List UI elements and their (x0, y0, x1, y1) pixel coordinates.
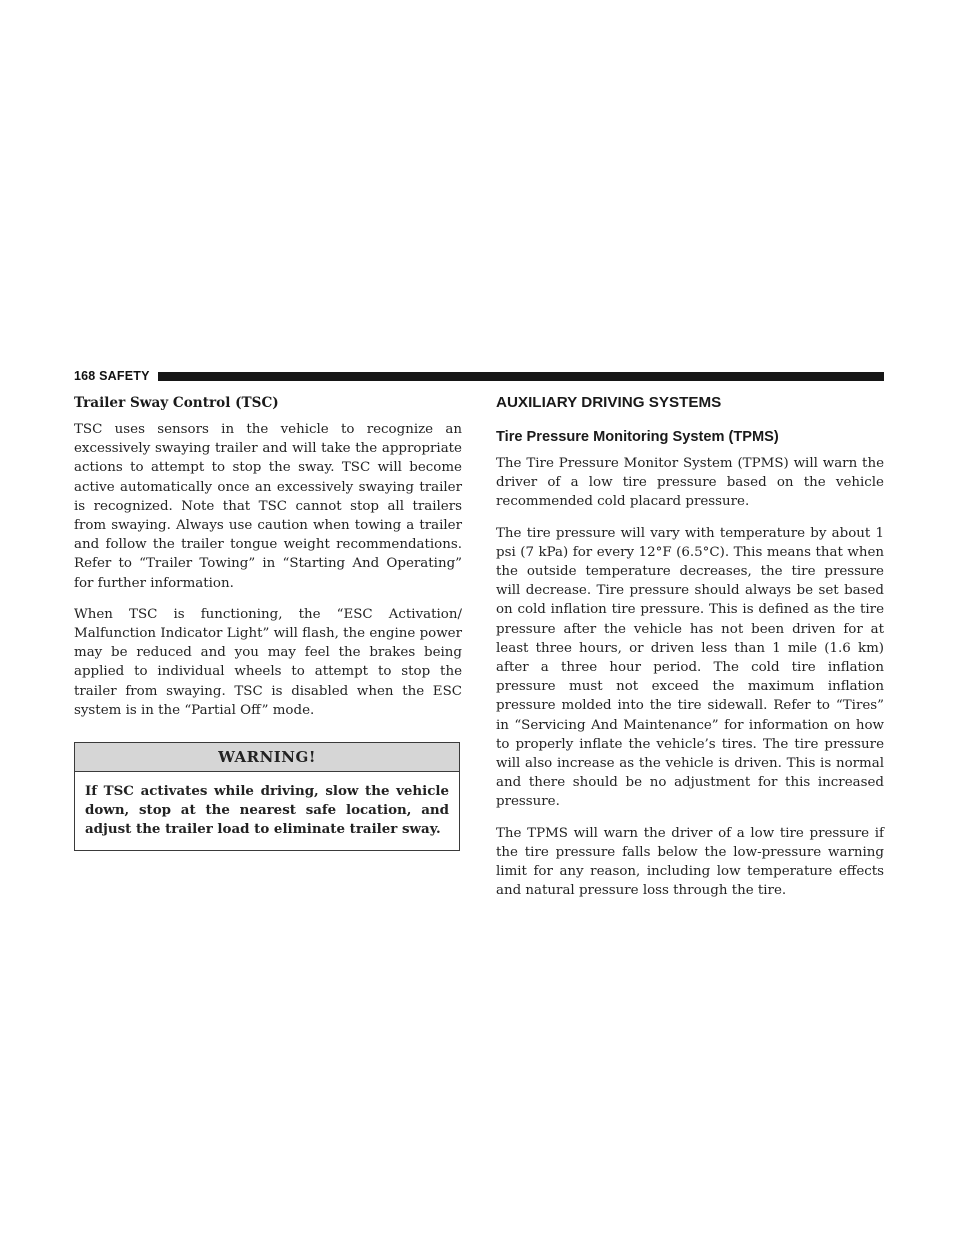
right-column (496, 394, 884, 912)
page-number-section-label: 168 SAFETY (74, 369, 150, 383)
tsc-paragraph-1: TSC uses sensors in the vehicle to recognize an excessively swaying trailer and will take the appropriate actions to attempt to stop the sway. TSC will become active automatically once an excessively swaying trailer is recognized. Note that TSC cannot stop all trailers from swaying. Always use caution when towing a trailer and follow the trailer tongue weight recommendations. Refer to “Trailer Towing” in “Starting And Operating” for further information. (74, 422, 462, 591)
tsc-heading: Trailer Sway Control (TSC) (74, 395, 279, 411)
warning-text: If TSC activates while driving, slow the vehicle down, stop at the nearest safe location, and adjust the trailer load to eliminate trailer sway. (85, 783, 449, 838)
page-header (74, 368, 884, 384)
warning-title: WARNING! (75, 743, 459, 772)
tpms-heading: Tire Pressure Monitoring System (TPMS) (496, 429, 779, 445)
tpms-paragraph-3: The TPMS will warn the driver of a low tire pressure if the tire pressure falls below the low-pressure warning limit for any reason, including low temperature effects and natural pressure loss through the tire. (496, 825, 884, 899)
tpms-paragraph-2: The tire pressure will vary with temperature by about 1 psi (7 kPa) for every 12°F (6.5°C). This means that when the outside temperature decreases, the tire pressure will decrease. Tire pressure should always be set based on cold inflation tire pressure. This is defined as the tire pressure after the vehicle has not been driven for at least three hours, or driven less than 1 mile (1.6 km) after a three hour period. The cold tire inflation pressure must not exceed the maximum inflation pressure molded into the tire sidewall. Refer to “Tires” in “Servicing And Maintenance” for information on how to properly inflate the vehicle’s tires. The tire pressure will also increase as the vehicle is driven. This is normal and there should be no adjustment for this increased pressure. (496, 525, 884, 810)
left-column (74, 394, 462, 851)
section-heading: AUXILIARY DRIVING SYSTEMS (496, 394, 722, 411)
header-rule (158, 372, 884, 381)
tsc-paragraph-2: When TSC is functioning, the “ESC Activation/ Malfunction Indicator Light” will flash, the engine power may be reduced and you may feel the brakes being applied to individual wheels to attempt to stop the trailer from swaying. TSC is disabled when the ESC system is in the “Partial Off” mode. (74, 606, 462, 718)
tpms-paragraph-1: The Tire Pressure Monitor System (TPMS) will warn the driver of a low tire pressure based on the vehicle recommended cold placard pressure. (496, 456, 884, 510)
warning-box (74, 742, 460, 851)
